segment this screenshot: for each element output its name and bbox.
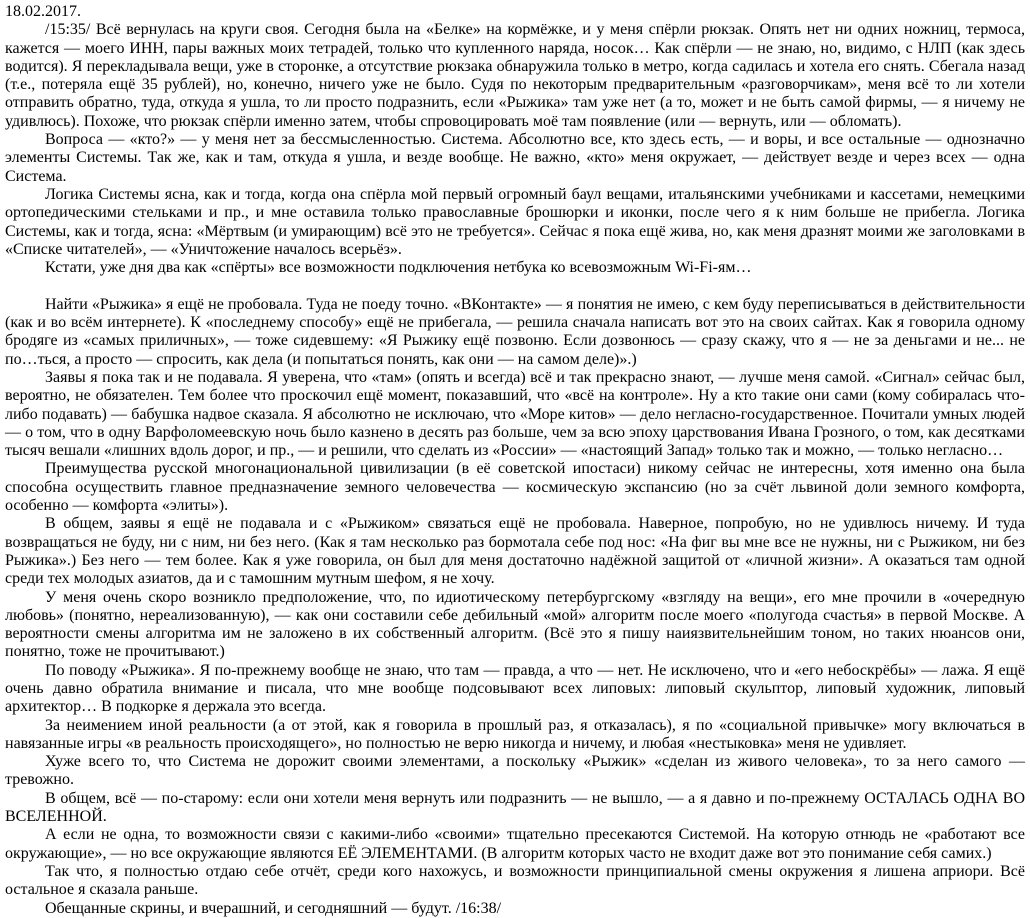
paragraph: Хуже всего то, что Система не дорожит своими элементами, а поскольку «Рыжик» «сделан из живого человека», то за него самого — тревожно. bbox=[5, 753, 1025, 789]
paragraph: Найти «Рыжика» я ещё не пробовала. Туда не поеду точно. «ВКонтакте» — я понятия не имею, с кем буду переписываться в действительности (как и во всём интернете). К «последнему способу» ещё не прибегала, — решила сначала написать вот это на своих сайтах. Как я говорила одному бродяге из «самых приличных», — тоже сидевшему: «Я Рыжику ещё позвоню. Если дозвонюсь — сразу скажу, что я — не за деньгами и не... не по…ться, а просто — спросить, как дела (и попытаться понять, как они — на самом деле)».) bbox=[5, 295, 1025, 368]
paragraph: За неимением иной реальности (а от этой, как я говорила в прошлый раз, я отказалась), я по «социальной привычке» могу включаться в навязанные игры «в реальность происходящего», но полностью не верю никогда и ничему, и любая «нестыковка» меня не удивляет. bbox=[5, 716, 1025, 752]
paragraph: По поводу «Рыжика». Я по-прежнему вообще не знаю, что там — правда, а что — нет. Не исключено, что и «его небоскрёбы» — лажа. Я ещё очень давно обратила внимание и писала, что мне вообще подсовывают всех липовых: липовый скульптор, липовый художник, липовый архитектор… В подкорке я держала это всегда. bbox=[5, 661, 1025, 716]
paragraph: Кстати, уже дня два как «спёрты» все возможности подключения нетбука ко всевозможным Wi-Fi-ям… bbox=[45, 259, 752, 277]
date-line: 18.02.2017. bbox=[5, 3, 81, 20]
paragraph: Так что, я полностью отдаю себе отчёт, среди кого нахожусь, и возможности принципиальной смены окружения я лишена априори. Всё остальное я сказала раньше. bbox=[5, 862, 1025, 899]
blank-line bbox=[5, 277, 1025, 295]
paragraph: Преимущества русской многонациональной цивилизации (в её советской ипостаси) никому сейчас не интересны, хотя именно она была способна осуществить главное предназначение земного человечества — космическую экспансию (но за счёт львиной доли земного комфорта, особенно — комфорта «элиты»). bbox=[5, 460, 1025, 515]
paragraph: В общем, всё — по-старому: если они хотели меня вернуть или подразнить — не вышло, — а я давно и по-прежнему ОСТАЛАСЬ ОДНА ВО ВСЕЛЕННОЙ. bbox=[5, 789, 1025, 826]
paragraph: А если не одна, то возможности связи с какими-либо «своими» тщательно пресекаются Системой. На которую отнюдь не «работают все окружающие», — но все окружающие являются ЕЁ ЭЛЕМЕНТАМИ. (В алгоритм которых часто не входит даже вот это понимание себя самих.) bbox=[5, 826, 1025, 862]
paragraph: /15:35/ Всё вернулась на круги своя. Сегодня была на «Белке» на кормёжке, и у меня спёрли рюкзак. Опять нет ни одних ножниц, термоса, кажется — моего ИНН, пары важных моих тетрадей, только что купленного наряда, носок… Как спёрли — не знаю, но, видимо, с НЛП (как здесь водится). Я перекладывала вещи, уже в сторонке, а отсутствие рюкзака обнаружила только в метро, когда садилась и хотела его снять. Сбегала назад (т.е., потеряла ещё 35 рублей), но, конечно, ничего уже не было. Судя по некоторым предварительным «разговорчикам», меня всё то ли хотели отправить обратно, туда, откуда я ушла, то ли просто подразнить, если «Рыжика» там уже нет (а то, может и не быть самой фирмы, — я ничему не удивлюсь). Похоже, что рюкзак спёрли именно затем, чтобы спровоцировать моё там появление (или — вернуть, или — обломать). bbox=[5, 21, 1025, 130]
paragraph: Заявы я пока так и не подавала. Я уверена, что «там» (опять и всегда) всё и так прекрасно знают, — лучше меня самой. «Сигнал» сейчас был, вероятно, не обязателен. Тем более что проскочил ещё момент, показавший, что «всё на контроле». Ну а кто такие они сами (кому собиралась что-либо подавать) — бабушка надвое сказала. Я абсолютно не исключаю, что «Море китов» — дело негласно-государственное. Почитали умных людей — о том, что в одну Варфоломеевскую ночь было казнено в десять раз больше, чем за всю эпоху царствования Ивана Грозного, о том, как десятками тысяч вешали «лишних вдоль дорог, и пр., — и решили, что сделать из «России» — «настоящий Запад» только так и можно, — только негласно… bbox=[5, 368, 1025, 460]
paragraph: Обещанные скрины, и вчерашний, и сегодняшний — будут. /16:38/ bbox=[45, 899, 502, 917]
paragraph: Вопроса — «кто?» — у меня нет за бессмысленностью. Система. Абсолютно все, кто здесь есть, — и воры, и все остальные — однозначно элементы Системы. Так же, как и там, откуда я ушла, и везде вообще. Не важно, «кто» меня окружает, — действует везде и через всех — одна Система. bbox=[5, 131, 1025, 185]
paragraph-list bbox=[5, 21, 1025, 918]
paragraph: Логика Системы ясна, как и тогда, когда она спёрла мой первый огромный баул вещами, итальянскими учебниками и кассетами, немецкими ортопедическими стельками и пр., и мне оставила только православные брошюрки и иконки, после чего я к ним больше не прибегла. Логика Системы, как и тогда, ясна: «Мёртвым (и умирающим) всё это не требуется». Сейчас я пока ещё жива, но, как меня дразнят моими же заголовками в «Списке читателей», — «Уничтожение началось всерьёз». bbox=[5, 185, 1025, 258]
paragraph: В общем, заявы я ещё не подавала и с «Рыжиком» связаться ещё не пробовала. Наверное, попробую, но не удивлюсь ничему. И туда возвращаться не буду, ни с ним, ни без него. (Как я там несколько раз бормотала себе под нос: «На фиг вы мне все не нужны, ни с Рыжиком, ни без Рыжика».) Без него — тем более. Как я уже говорила, он был для меня достаточно надёжной защитой от «личной жизни». А оказаться там одной среди тех молодых азиатов, да и с тамошним мутным шефом, я не хочу. bbox=[5, 515, 1025, 588]
paragraph: У меня очень скоро возникло предположение, что, по идиотическому петербургскому «взгляду на вещи», его мне прочили в «очередную любовь» (понятно, нереализованную), — как они составили себе дебильный «мой» алгоритм после моего «полугода счастья» в первой Москве. А вероятности смены алгоритма им не заложено в их собственный алгоритм. (Всё это я пишу наиязвительнейшим тоном, но таких нюансов они, понятно, тоже не прочитывают.) bbox=[5, 588, 1025, 661]
